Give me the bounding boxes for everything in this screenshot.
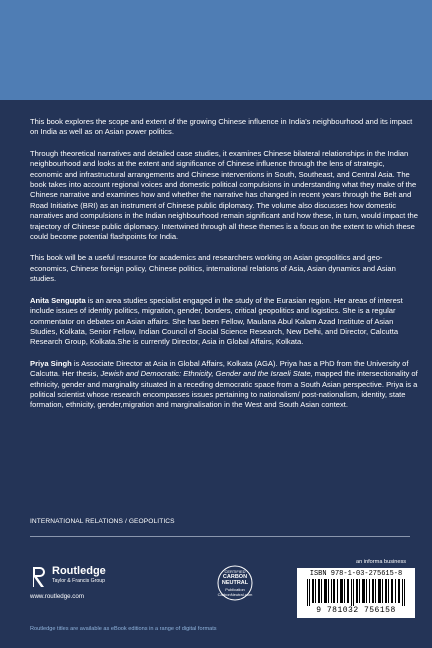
routledge-logo-icon <box>30 565 48 589</box>
carbon-certified: CERTIFIED <box>224 569 246 574</box>
theory-paragraph: Through theoretical narratives and detailed case studies, it examines Chinese bilateral relationships in the Indian neighbourhood and looks at the extent and significance of Chinese influence through the lens of strategic, economic and infrastructural arrangements and Chinese interventions in South, Southeast, and Central Asia. The book takes into account regional voices and domestic political compulsions in understanding what they make of the Chinese narrative and examines how and whether the narrative has changed in recent years through the Belt and Road Initiative (BRI) as an instrument of Chinese public diplomacy. The volume also discusses how domestic narratives and compulsions in the Indian neighbourhood remain significant and how these, in turn, would impact the trajectory of Chinese public diplomacy. Intertwined through all these themes is a focus on the extent to which these could become potential flashpoints for India. <box>30 148 418 242</box>
carbon-main-1: CARBON <box>222 574 248 580</box>
author-name: Anita Sengupta <box>30 295 86 305</box>
thesis-title: Jewish and Democratic: Ethnicity, Gender and the Israeli State <box>100 369 311 379</box>
publisher-name: Routledge <box>52 565 106 577</box>
divider <box>30 536 410 537</box>
author-bio-text: is Associate Director at Asia in Global Affairs, Kolkata (AGA). Priya has a PhD from the University of Calcutta. Her thesis, <box>30 358 409 379</box>
barcode-number: 9 781032 756158 <box>316 606 396 615</box>
carbon-site: CarbonNeutral.com <box>217 592 253 597</box>
author-bio-singh <box>30 359 418 411</box>
author-bio-sengupta <box>30 296 418 348</box>
carbon-neutral-badge <box>215 563 255 603</box>
ebook-note: Routledge titles are available as eBook editions in a range of digital formats <box>30 626 217 632</box>
informa-tagline: an informa business <box>356 559 407 565</box>
publisher-url: www.routledge.com <box>30 593 84 600</box>
author-name: Priya Singh <box>30 358 72 368</box>
intro-paragraph: This book explores the scope and extent of the growing Chinese influence in India's neighbourhood and its impact on India as well as on Asian power politics. <box>30 117 413 137</box>
audience-paragraph: This book will be a useful resource for academics and researchers working on Asian geopolitics and geo-economics, Chinese foreign policy, Chinese politics, international relations of Asia, Asian dynamics and Asian studies. <box>30 253 396 284</box>
isbn-label: ISBN 978-1-03-275615-8 <box>309 570 403 578</box>
top-color-band <box>0 0 432 100</box>
carbon-sub: Publication <box>225 587 245 592</box>
publisher-block <box>30 565 150 605</box>
back-cover-text <box>30 117 418 422</box>
author-bio-text: , mapped the intersectionality of ethnicity, gender and marginality situated in a receding democratic space from a South Asian perspective. Priya is a political scientist whose research encompasses issues pertaining to nationalism/ post-nationalism, identity, state formation, ethnicity, gender,migration and marginalisation in the West and South Asian context. <box>30 369 418 410</box>
author-bio-text: is an area studies specialist engaged in the study of the Eurasian region. Her areas of interest include issues of identity politics, migration, gender, borders, critical geopolitics and logistics. She is a regular commentator on debates on Asian affairs. She has been Fellow, Maulana Abul Kalam Azad Institute of Asian Studies, Kolkata, Senior Fellow, Indian Council of Social Science Research, New Delhi, and Director, Calcutta Research Group, Kolkata.She is currently Director, Asia in Global Affairs, Kolkata. <box>30 295 403 347</box>
isbn-barcode <box>297 568 415 618</box>
publisher-group: Taylor & Francis Group <box>52 578 106 584</box>
subject-category: INTERNATIONAL RELATIONS / GEOPOLITICS <box>30 518 175 525</box>
barcode-icon <box>307 579 405 606</box>
carbon-main-2: NEUTRAL <box>221 580 249 586</box>
